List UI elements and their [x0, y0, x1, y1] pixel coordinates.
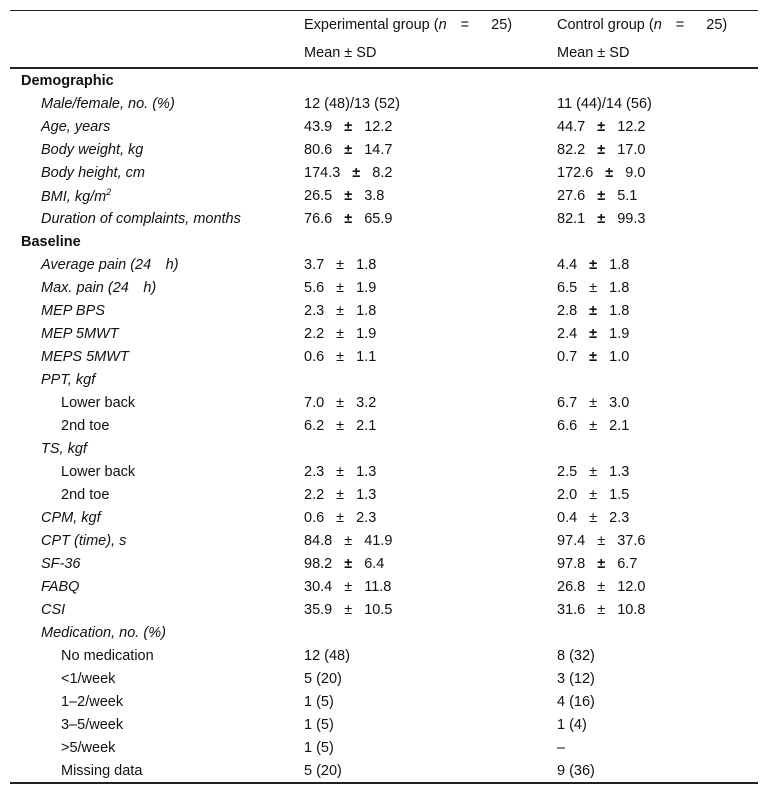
experimental-value	[294, 529, 547, 552]
row-label-text: MEP BPS	[41, 302, 105, 319]
mean-value: 2.5	[557, 463, 578, 480]
experimental-value	[294, 322, 547, 345]
mean-value: 2.2	[304, 486, 325, 503]
mean-value: 174.3	[304, 164, 341, 181]
mean-value: 30.4	[304, 578, 333, 595]
row-label-text: SF-36	[41, 555, 81, 572]
control-value	[547, 68, 758, 92]
experimental-value	[294, 483, 547, 506]
control-value: 3 (12)	[557, 670, 595, 687]
experimental-value: 12 (48)	[304, 647, 350, 664]
table-row	[10, 713, 758, 736]
mean-value: 97.4	[557, 532, 586, 549]
plus-minus-sign: ±	[597, 601, 606, 618]
table-row	[10, 138, 758, 161]
header-empty-cell	[10, 11, 294, 40]
experimental-value	[294, 345, 547, 368]
plus-minus-sign: ±	[352, 164, 361, 181]
experimental-value	[294, 460, 547, 483]
control-value	[547, 276, 758, 299]
sd-value: 1.3	[609, 463, 630, 480]
experimental-value	[294, 552, 547, 575]
experimental-value	[294, 299, 547, 322]
mean-value: 4.4	[557, 256, 578, 273]
plus-minus-sign: ±	[589, 394, 598, 411]
row-label	[10, 483, 294, 506]
plus-minus-sign: ±	[589, 509, 598, 526]
row-label-text: MEPS 5MWT	[41, 348, 129, 365]
section-row	[10, 230, 758, 253]
row-label-text: >5/week	[61, 739, 116, 756]
row-label-text: FABQ	[41, 578, 80, 595]
plus-minus-sign: ±	[336, 256, 345, 273]
header-control-group: Control group (n = 25)	[557, 17, 728, 33]
plus-minus-sign: ±	[344, 601, 353, 618]
row-label	[10, 621, 294, 644]
table-row	[10, 529, 758, 552]
sd-value: 3.8	[364, 187, 385, 204]
superscript: 2	[106, 186, 112, 197]
table-row	[10, 690, 758, 713]
mean-value: 7.0	[304, 394, 325, 411]
control-value: 8 (32)	[557, 647, 595, 664]
row-label	[10, 575, 294, 598]
sd-value: 1.9	[356, 325, 377, 342]
control-value	[547, 552, 758, 575]
table-row	[10, 391, 758, 414]
experimental-value	[294, 138, 547, 161]
row-label-text: Medication, no. (%)	[41, 624, 166, 641]
mean-value: 31.6	[557, 601, 586, 618]
sd-value: 1.8	[356, 256, 377, 273]
sd-value: 1.8	[609, 302, 630, 319]
sd-value: 1.1	[356, 348, 377, 365]
sd-value: 2.3	[356, 509, 377, 526]
experimental-value	[294, 506, 547, 529]
sd-value: 1.3	[356, 463, 377, 480]
row-label-text: Body height, cm	[41, 164, 145, 181]
sd-value: 9.0	[625, 164, 646, 181]
mean-value: 26.5	[304, 187, 333, 204]
row-label-text: CSI	[41, 601, 66, 618]
row-label	[10, 368, 294, 391]
table-row	[10, 345, 758, 368]
row-label	[10, 529, 294, 552]
sd-value: 3.2	[356, 394, 377, 411]
sd-value: 12.2	[364, 118, 393, 135]
row-label	[10, 414, 294, 437]
plus-minus-sign: ±	[589, 348, 598, 365]
table-row	[10, 667, 758, 690]
plus-minus-sign: ±	[344, 187, 353, 204]
control-value	[547, 230, 758, 253]
row-label	[10, 115, 294, 138]
row-label	[10, 276, 294, 299]
plus-minus-sign: ±	[589, 417, 598, 434]
sd-value: 2.1	[356, 417, 377, 434]
table-row	[10, 253, 758, 276]
control-value	[547, 322, 758, 345]
control-value	[547, 621, 758, 644]
plus-minus-sign: ±	[344, 578, 353, 595]
row-label-text: No medication	[61, 647, 154, 664]
control-value	[547, 115, 758, 138]
header-stat-control: Mean ± SD	[557, 45, 630, 61]
sd-value: 3.0	[609, 394, 630, 411]
control-value	[547, 161, 758, 184]
sd-value: 10.8	[617, 601, 646, 618]
control-value	[547, 253, 758, 276]
row-label-text: Lower back	[61, 394, 136, 411]
sd-value: 10.5	[364, 601, 393, 618]
experimental-value: 1 (5)	[304, 739, 334, 756]
control-value: 11 (44)/14 (56)	[557, 95, 652, 112]
mean-value: 97.8	[557, 555, 586, 572]
table-row	[10, 506, 758, 529]
plus-minus-sign: ±	[589, 302, 598, 319]
mean-value: 6.2	[304, 417, 325, 434]
sd-value: 12.2	[617, 118, 646, 135]
control-value: –	[557, 739, 566, 756]
experimental-value	[294, 437, 547, 460]
sd-value: 41.9	[364, 532, 393, 549]
control-value	[547, 529, 758, 552]
plus-minus-sign: ±	[597, 578, 606, 595]
plus-minus-sign: ±	[344, 210, 353, 227]
experimental-value	[294, 414, 547, 437]
control-value	[547, 437, 758, 460]
plus-minus-sign: ±	[589, 463, 598, 480]
sd-value: 2.1	[609, 417, 630, 434]
mean-value: 6.5	[557, 279, 578, 296]
plus-minus-sign: ±	[336, 325, 345, 342]
row-label-text: Duration of complaints, months	[41, 210, 241, 227]
table-row	[10, 414, 758, 437]
plus-minus-sign: ±	[344, 555, 353, 572]
row-label-text: Baseline	[21, 233, 81, 250]
sd-value: 14.7	[364, 141, 393, 158]
experimental-value	[294, 68, 547, 92]
row-label-text: 3–5/week	[61, 716, 124, 733]
sd-value: 1.8	[609, 256, 630, 273]
mean-value: 44.7	[557, 118, 586, 135]
control-value	[547, 345, 758, 368]
row-label	[10, 506, 294, 529]
experimental-value	[294, 391, 547, 414]
row-label-text: 2nd toe	[61, 417, 110, 434]
mean-value: 82.2	[557, 141, 586, 158]
plus-minus-sign: ±	[336, 463, 345, 480]
plus-minus-sign: ±	[597, 210, 606, 227]
experimental-value: 1 (5)	[304, 693, 334, 710]
mean-value: 6.6	[557, 417, 578, 434]
sd-value: 99.3	[617, 210, 646, 227]
row-label	[10, 437, 294, 460]
sd-value: 6.7	[617, 555, 638, 572]
data-table	[10, 10, 758, 784]
experimental-value: 1 (5)	[304, 716, 334, 733]
table-row	[10, 621, 758, 644]
row-label	[10, 299, 294, 322]
table-row	[10, 184, 758, 207]
row-label	[10, 552, 294, 575]
sd-value: 65.9	[364, 210, 393, 227]
experimental-value	[294, 575, 547, 598]
experimental-value	[294, 621, 547, 644]
table-row	[10, 368, 758, 391]
experimental-value	[294, 598, 547, 621]
row-label	[10, 391, 294, 414]
row-label	[10, 598, 294, 621]
mean-value: 6.7	[557, 394, 578, 411]
control-value: 9 (36)	[557, 762, 595, 779]
mean-value: 27.6	[557, 187, 586, 204]
row-label	[10, 345, 294, 368]
plus-minus-sign: ±	[605, 164, 614, 181]
control-value	[547, 506, 758, 529]
table-row	[10, 460, 758, 483]
mean-value: 80.6	[304, 141, 333, 158]
control-value	[547, 368, 758, 391]
row-label	[10, 644, 294, 667]
sd-value: 37.6	[617, 532, 646, 549]
row-label-text: Average pain (24 h)	[41, 256, 179, 273]
table-row	[10, 552, 758, 575]
row-label	[10, 138, 294, 161]
experimental-value: 5 (20)	[304, 762, 342, 779]
row-label-text: Age, years	[41, 118, 111, 135]
plus-minus-sign: ±	[344, 532, 353, 549]
plus-minus-sign: ±	[336, 486, 345, 503]
plus-minus-sign: ±	[597, 118, 606, 135]
mean-value: 0.4	[557, 509, 578, 526]
plus-minus-sign: ±	[589, 256, 598, 273]
table-row	[10, 736, 758, 759]
table-row	[10, 644, 758, 667]
sd-value: 1.0	[609, 348, 630, 365]
row-label	[10, 68, 294, 92]
plus-minus-sign: ±	[344, 141, 353, 158]
experimental-value	[294, 161, 547, 184]
table-row	[10, 115, 758, 138]
sd-value: 1.8	[609, 279, 630, 296]
table-row	[10, 276, 758, 299]
table-row	[10, 322, 758, 345]
experimental-value	[294, 230, 547, 253]
sd-value: 11.8	[364, 578, 392, 595]
control-value	[547, 391, 758, 414]
plus-minus-sign: ±	[336, 417, 345, 434]
row-label-text: Max. pain (24 h)	[41, 279, 157, 296]
row-label	[10, 253, 294, 276]
row-label-text: CPT (time), s	[41, 532, 127, 549]
row-label	[10, 230, 294, 253]
mean-value: 2.4	[557, 325, 578, 342]
sd-value: 1.3	[356, 486, 377, 503]
row-label-text: Body weight, kg	[41, 141, 144, 158]
experimental-value	[294, 368, 547, 391]
sd-value: 6.4	[364, 555, 385, 572]
mean-value: 0.6	[304, 509, 325, 526]
row-label	[10, 736, 294, 759]
plus-minus-sign: ±	[589, 486, 598, 503]
table-row	[10, 207, 758, 230]
control-value	[547, 483, 758, 506]
row-label-text: 2nd toe	[61, 486, 110, 503]
sd-value: 1.9	[356, 279, 377, 296]
header-empty-cell	[10, 39, 294, 68]
row-label-text: MEP 5MWT	[41, 325, 119, 342]
mean-value: 172.6	[557, 164, 594, 181]
plus-minus-sign: ±	[336, 279, 345, 296]
sd-value: 1.8	[356, 302, 377, 319]
table-row	[10, 759, 758, 783]
table-body	[10, 68, 758, 783]
plus-minus-sign: ±	[597, 532, 606, 549]
control-value	[547, 575, 758, 598]
header-row-groups	[10, 11, 758, 40]
control-value	[547, 414, 758, 437]
header-experimental-group: Experimental group (n = 25)	[304, 17, 513, 33]
row-label-text: Lower back	[61, 463, 136, 480]
row-label-text: BMI, kg/m	[41, 188, 107, 205]
row-label	[10, 759, 294, 783]
table-row	[10, 483, 758, 506]
sd-value: 1.5	[609, 486, 630, 503]
row-label-text: TS, kgf	[41, 440, 87, 457]
header-row-stats	[10, 39, 758, 68]
control-value	[547, 460, 758, 483]
experimental-value	[294, 184, 547, 207]
mean-value: 35.9	[304, 601, 333, 618]
section-row	[10, 68, 758, 92]
table-row	[10, 575, 758, 598]
mean-value: 2.3	[304, 302, 325, 319]
sd-value: 2.3	[609, 509, 630, 526]
sd-value: 8.2	[372, 164, 393, 181]
experimental-value	[294, 253, 547, 276]
table-row	[10, 161, 758, 184]
row-label-text: <1/week	[61, 670, 116, 687]
experimental-value: 12 (48)/13 (52)	[304, 95, 400, 112]
row-label	[10, 667, 294, 690]
control-value	[547, 299, 758, 322]
experimental-value	[294, 276, 547, 299]
mean-value: 0.7	[557, 348, 578, 365]
mean-value: 2.0	[557, 486, 578, 503]
control-value	[547, 138, 758, 161]
plus-minus-sign: ±	[589, 325, 598, 342]
plus-minus-sign: ±	[336, 302, 345, 319]
sd-value: 1.9	[609, 325, 630, 342]
experimental-value	[294, 115, 547, 138]
mean-value: 82.1	[557, 210, 586, 227]
row-label	[10, 460, 294, 483]
row-label	[10, 713, 294, 736]
experimental-value	[294, 207, 547, 230]
mean-value: 5.6	[304, 279, 325, 296]
plus-minus-sign: ±	[336, 348, 345, 365]
plus-minus-sign: ±	[336, 509, 345, 526]
control-value	[547, 207, 758, 230]
sd-value: 17.0	[617, 141, 646, 158]
sd-value: 12.0	[617, 578, 646, 595]
plus-minus-sign: ±	[597, 141, 606, 158]
row-label-text: CPM, kgf	[41, 509, 101, 526]
mean-value: 84.8	[304, 532, 333, 549]
mean-value: 76.6	[304, 210, 333, 227]
row-label-text: PPT, kgf	[41, 371, 96, 388]
row-label	[10, 322, 294, 345]
mean-value: 2.2	[304, 325, 325, 342]
header-stat-experimental: Mean ± SD	[304, 45, 377, 61]
mean-value: 43.9	[304, 118, 333, 135]
row-label	[10, 207, 294, 230]
mean-value: 0.6	[304, 348, 325, 365]
experimental-value: 5 (20)	[304, 670, 342, 687]
control-value: 4 (16)	[557, 693, 595, 710]
plus-minus-sign: ±	[589, 279, 598, 296]
row-label	[10, 92, 294, 115]
mean-value: 98.2	[304, 555, 333, 572]
mean-value: 2.8	[557, 302, 578, 319]
plus-minus-sign: ±	[597, 555, 606, 572]
row-label-text: 1–2/week	[61, 693, 124, 710]
sd-value: 5.1	[617, 187, 638, 204]
control-value	[547, 598, 758, 621]
table-row	[10, 437, 758, 460]
plus-minus-sign: ±	[336, 394, 345, 411]
plus-minus-sign: ±	[597, 187, 606, 204]
row-label-text: Missing data	[61, 762, 143, 779]
mean-value: 2.3	[304, 463, 325, 480]
row-label-text: Male/female, no. (%)	[41, 95, 175, 112]
table-row	[10, 598, 758, 621]
table-row	[10, 299, 758, 322]
row-label	[10, 161, 294, 184]
control-value	[547, 184, 758, 207]
plus-minus-sign: ±	[344, 118, 353, 135]
mean-value: 3.7	[304, 256, 325, 273]
table-row	[10, 92, 758, 115]
row-label	[10, 184, 294, 207]
mean-value: 26.8	[557, 578, 586, 595]
row-label	[10, 690, 294, 713]
control-value: 1 (4)	[557, 716, 587, 733]
row-label-text: Demographic	[21, 72, 114, 89]
